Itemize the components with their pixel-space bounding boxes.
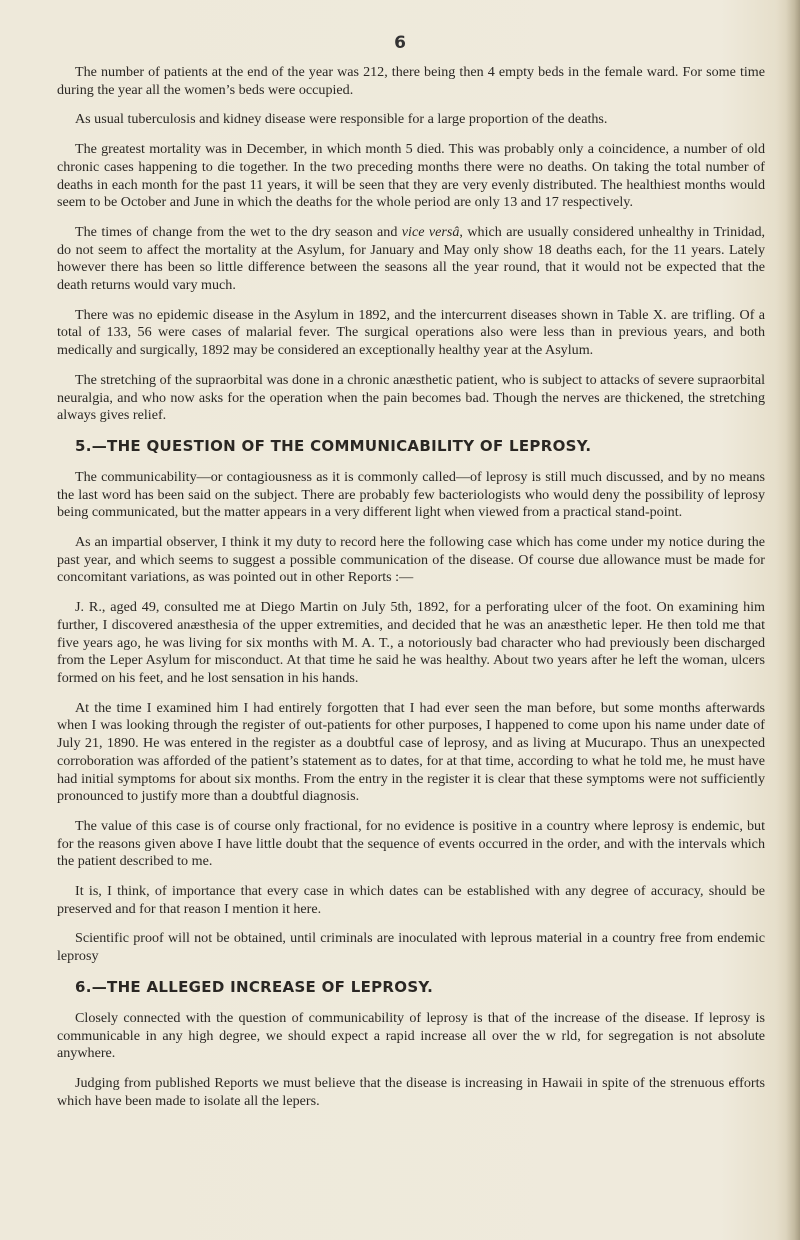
text-run: , which are usually considered unhealthy in Trinidad, do not seem to affect the mortality at the Asylum, for January and May only show 18 deaths each, for the 11 years. Lately however there has been so little difference between the seasons all the year round, that it would not be expected that the death returns would vary much.: [57, 223, 766, 294]
paragraph-dates-importance: It is, I think, of importance that every case in which dates can be established with any degree of accuracy, should be preserved and for that reason I mention it here.: [57, 883, 765, 917]
section-heading-alleged-increase: 6.—THE ALLEGED INCREASE OF LEPROSY.: [75, 977, 434, 996]
paragraph-hawaii: Judging from published Reports we must believe that the disease is increasing in Hawaii in spite of the strenuous efforts which have been made to isolate all the lepers.: [57, 1074, 765, 1109]
italic-phrase: vice versâ: [401, 223, 460, 240]
paragraph-seasonal-change: [57, 224, 765, 295]
section-heading-communicability: 5.—THE QUESTION OF THE COMMUNICABILITY OF LEPROSY.: [75, 436, 592, 455]
paragraph-supraorbital-operation: The stretching of the supraorbital was done in a chronic anæsthetic patient, who is subject to attacks of severe supraorbital neuralgia, and who now asks for the operation when the pain becomes bad. Though the nerves are thickened, the stretching always gives relief.: [57, 371, 765, 424]
paragraph-increase-intro: Closely connected with the question of communicability of leprosy is that of the increase of the disease. If leprosy is communicable in any high degree, we should expect a rapid increase all over the w rld, for segregation is not absolute anywhere.: [57, 1009, 765, 1062]
paragraph-scientific-proof: Scientific proof will not be obtained, until criminals are inoculated with leprous material in a country free from endemic leprosy: [57, 930, 765, 965]
paragraph-register-entry: At the time I examined him I had entirely forgotten that I had ever seen the man before, but some months afterwards when I was looking through the register of out-patients for other purposes, I happened to come upon his name under date of July 21, 1890. He was entered in the register as a doubtful case of leprosy, and as living at Mucurapo. Thus an unexpected corroboration was afforded of the patient’s statement as to dates, for at that time, according to what he told me, he must have had initial symptoms for about six months. From the entry in the register it is clear that these symptoms were not sufficiently pronounced to justify more than a doubtful diagnosis.: [57, 699, 765, 805]
paragraph-case-jr: J. R., aged 49, consulted me at Diego Martin on July 5th, 1892, for a perforating ulcer of the foot. On examining him further, I discovered anæsthesia of the upper extremities, and decided that he was an anæsthetic leper. He then told me that five years ago, he was living for six months with M. A. T., a notoriously bad character who had previously been discharged from the Leper Asylum for misconduct. At that time he said he was healthy. About two years after he left the woman, ulcers formed on his feet, and he lost sensation in his hands.: [57, 599, 765, 686]
paragraph-case-value: The value of this case is of course only fractional, for no evidence is positive in a country where leprosy is endemic, but for the reasons given above I have little doubt that the sequence of events occurred in the order, and with the intervals which the patient described to me.: [57, 817, 765, 870]
paragraph-epidemic-disease: There was no epidemic disease in the Asylum in 1892, and the intercurrent diseases shown in Table X. are trifling. Of a total of 133, 56 were cases of malarial fever. The surgical operations also were less than in previous years, and both medically and surgically, 1892 may be considered an exceptionally healthy year at the Asylum.: [57, 306, 765, 359]
page-binding-shadow: [786, 0, 800, 1240]
paragraph-monthly-mortality: The greatest mortality was in December, in which month 5 died. This was probably only a coincidence, a number of old chronic cases happening to die together. In the two preceding months there were no deaths. On taking the total number of deaths in each month for the past 11 years, it will be seen that they are very evenly distributed. The healthiest months would seem to be October and June in which the deaths for the whole period are only 13 and 17 respectively.: [57, 141, 765, 211]
text-run: The times of change from the wet to the dry season and: [75, 223, 402, 240]
paragraph-causes-of-death: As usual tuberculosis and kidney disease were responsible for a large proportion of the deaths.: [75, 111, 608, 128]
page-body: [57, 64, 765, 1122]
page-number: 6: [394, 33, 406, 53]
paragraph-patient-count: The number of patients at the end of the year was 212, there being then 4 empty beds in the female ward. For some time during the year all the women’s beds were occupied.: [57, 64, 765, 98]
paragraph-impartial-observer: As an impartial observer, I think it my duty to record here the following case which has come under my notice during the past year, and which seems to suggest a possible communication of the disease. Of course due allowance must be made for concomitant variations, as was pointed out in other Reports :—: [57, 534, 765, 586]
paragraph-communicability-intro: The communicability—or contagiousness as it is commonly called—of leprosy is still much discussed, and by no means the last word has been said on the subject. There are probably few bacteriologists who would deny the possibility of leprosy being communicated, but the matter appears in a very different light when viewed from a practical stand-point.: [57, 468, 765, 521]
